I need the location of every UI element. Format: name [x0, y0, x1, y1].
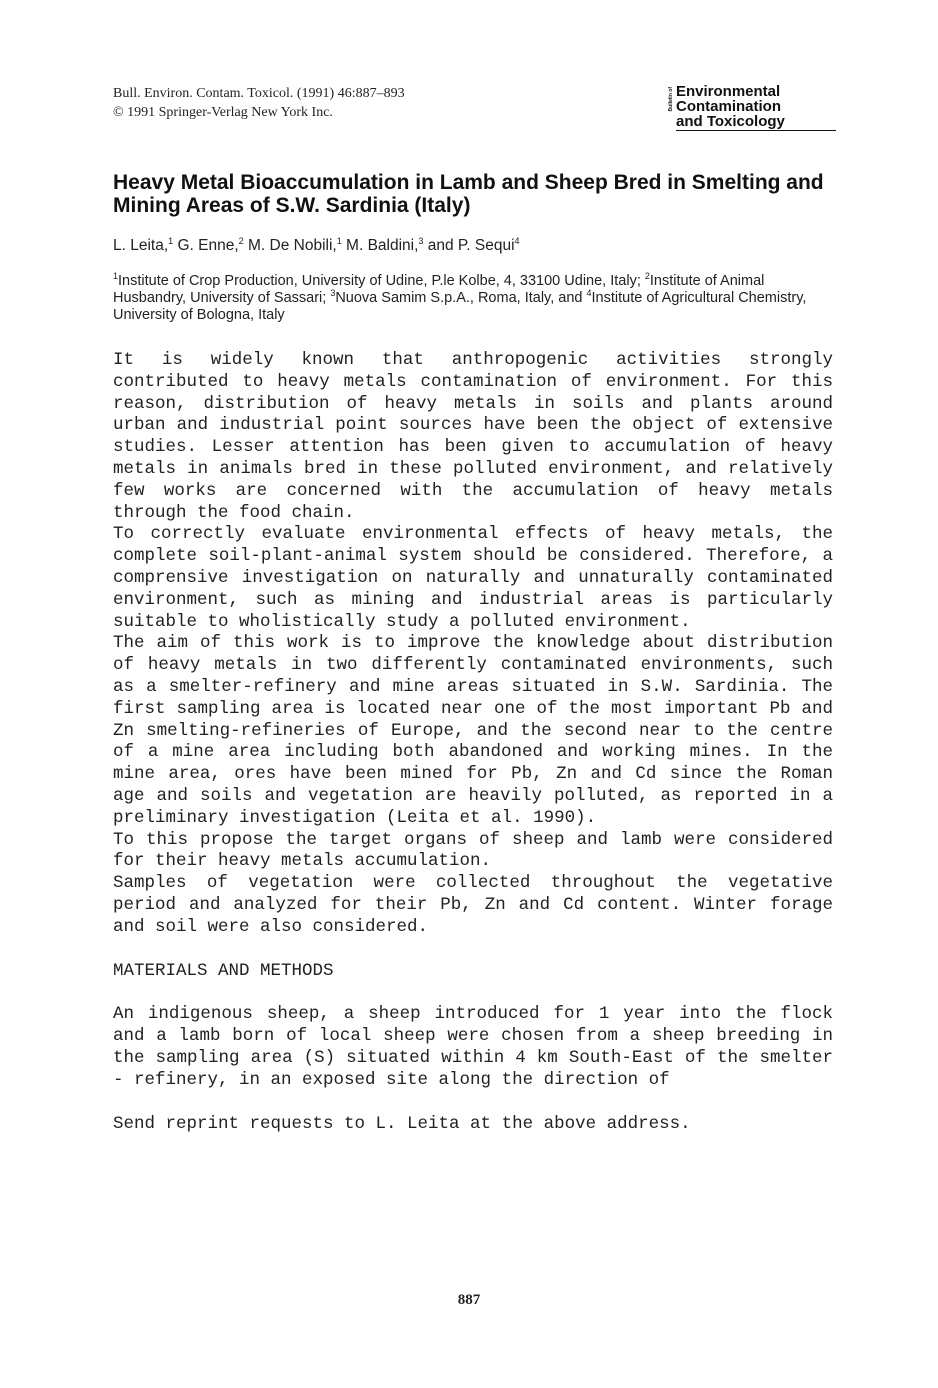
journal-logo — [668, 83, 836, 131]
author: and P. Sequi$^4$ — [427, 236, 520, 254]
journal-logo-line-3: and Toxicology — [676, 113, 785, 130]
author: M. De Nobili,$^1$ — [248, 236, 342, 254]
section-heading: MATERIALS AND METHODS — [113, 960, 334, 981]
affiliation: Nuova Samim S.p.A., Roma, Italy, and — [335, 290, 583, 306]
affiliation: Institute of Agricultural Chemistry, University of Bologna, Italy — [113, 290, 807, 323]
affiliations: $^1$Institute of Crop Production, University of Udine, P.le Kolbe, 4, 33100 Udine, Italy; $^2$Institute of Animal Husbandry, University of Sassari; $^3$Nuova Samim S.p.A., Roma, Italy, and $^4$Institute of Agricultural Chemistry, University of Bologna, Italy — [113, 271, 807, 323]
page-number: 887 — [457, 1292, 481, 1308]
article-title: Heavy Metal Bioaccumulation in Lamb and Sheep Bred in Smelting and Mining Areas of S.W. Sardinia (Italy) — [113, 171, 824, 217]
journal-logo-line-2: Contamination — [676, 98, 781, 115]
copyright-line: © 1991 Springer-Verlag New York Inc. — [113, 105, 333, 120]
author: L. Leita,$^1$ — [113, 236, 174, 254]
paragraph: The aim of this work is to improve the knowledge about distribution of heavy metals in two differently contaminated environments, such as a smelter-refinery and mine areas situated in S.W. Sardinia. The first sampling area is located near one of the most important Pb and Zn smelting-refineries of Europe, and the second near to the centre of a mine area including both abandoned and working mines. In the mine area, ores have been mined for Pb, Zn and Cd since the Roman age and soils and vegetation are heavily polluted, as reported in a preliminary investigation (Leita et al. 1990). — [113, 633, 833, 828]
author-list — [113, 236, 520, 256]
journal-logo-line-1: Environmental — [676, 83, 781, 100]
affiliation: Institute of Crop Production, University of Udine, P.le Kolbe, 4, 33100 Udine, Italy; — [118, 273, 641, 289]
author: M. Baldini,$^3$ — [346, 236, 424, 254]
journal-logo-rule — [676, 130, 836, 131]
paragraph: To correctly evaluate environmental effects of heavy metals, the complete soil-plant-animal system should be considered. Therefore, a comprensive investigation on naturally and unnaturally contaminated environment, such as mining and industrial areas is particularly suitable to wholistically study a polluted environment. — [113, 524, 833, 632]
author: G. Enne,$^2$ — [177, 236, 244, 254]
running-header — [113, 84, 405, 122]
journal-logo-side-text: Bulletin of — [668, 87, 674, 112]
article-body — [113, 350, 833, 1135]
paragraph: Samples of vegetation were collected throughout the vegetative period and analyzed for their Pb, Zn and Cd content. Winter forage and soil were also considered. — [113, 873, 833, 937]
paragraph: It is widely known that anthropogenic activities strongly contributed to heavy metals contamination of environment. For this reason, distribution of heavy metals in soils and plants around urban and industrial point sources have been the object of extensive studies. Lesser attention has been given to accumulation of heavy metals in animals bred in these polluted environment, and relatively few works are concerned with the accumulation of heavy metals through the food chain. — [113, 350, 833, 523]
affiliation: Institute of Animal Husbandry, University of Sassari; — [113, 273, 765, 306]
reprint-footnote: Send reprint requests to L. Leita at the above address. — [113, 1113, 691, 1134]
paragraph: To this propose the target organs of sheep and lamb were considered for their heavy metals accumulation. — [113, 829, 833, 872]
paragraph: An indigenous sheep, a sheep introduced for 1 year into the flock and a lamb born of local sheep were chosen from a sheep breeding in the sampling area (S) situated within 4 km South-East of the smelter - refinery, in an exposed site along the direction of — [113, 1004, 833, 1090]
citation-line: Bull. Environ. Contam. Toxicol. (1991) 46:887–893 — [113, 86, 405, 101]
